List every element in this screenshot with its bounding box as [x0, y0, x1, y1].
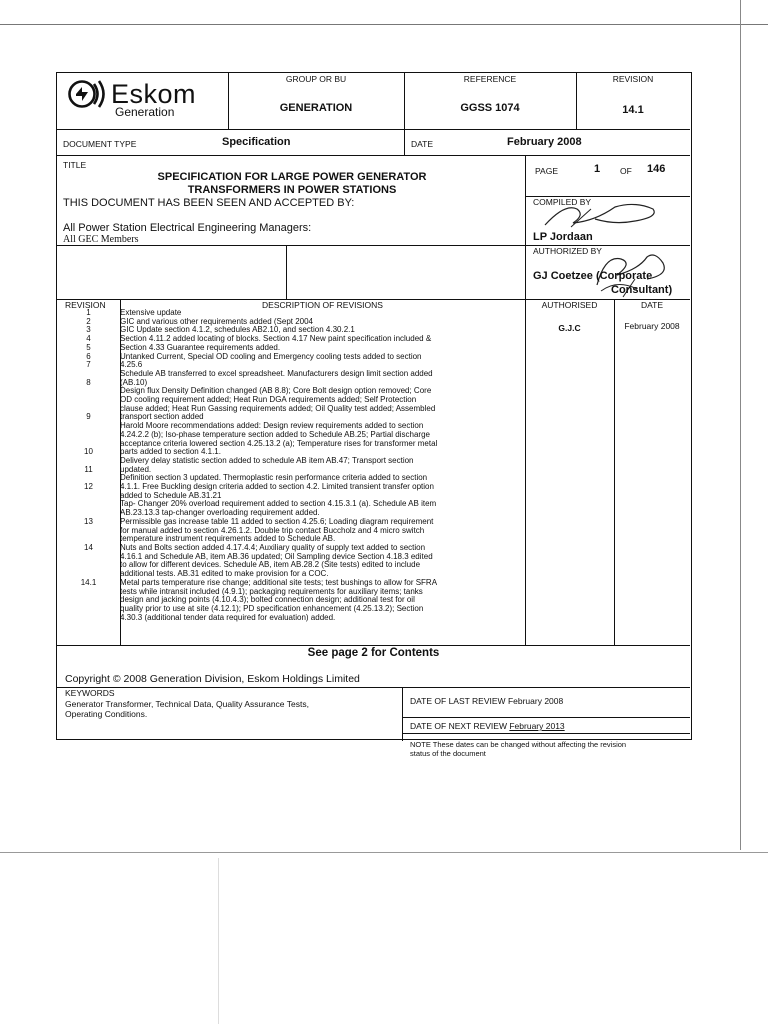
review-note-line-2: status of the document	[410, 749, 486, 758]
revision-number: 11	[84, 464, 93, 474]
revision-number: 1	[86, 308, 91, 317]
revision-number: 6	[86, 351, 91, 361]
scan-edge-right	[740, 0, 741, 850]
revision-number: 4	[86, 334, 91, 344]
page-label: PAGE	[535, 166, 558, 176]
date-label: DATE	[411, 139, 434, 149]
copyright-notice: Copyright © 2008 Generation Division, Eskom Holdings Limited	[65, 673, 360, 685]
revision-description-line: clause added; Heat Run Gassing requirements added; Oil Quality test added; Assembled	[120, 404, 436, 413]
revision-numbers	[57, 309, 120, 622]
compiled-by-label: COMPILED BY	[533, 197, 592, 207]
keywords-label: KEYWORDS	[65, 688, 115, 698]
revision-description-line: 4.24.2.2 (b); Iso-phase temperature section added to Schedule AB.25; Partial discharge	[120, 430, 430, 439]
revision-description-line: design and jacking points (4.10.4.3); bolted connection design; additional test for oil	[120, 596, 415, 605]
acceptance-gec: All GEC Members	[63, 234, 139, 245]
col-revision-header: REVISION	[65, 300, 106, 310]
review-note-line-1: NOTE These dates can be changed without affecting the revision	[410, 740, 627, 749]
revision-description-line: 4.30.3 (additional tender data required for evaluation) added.	[120, 613, 336, 622]
revision-description-line: Schedule AB transferred to excel spreadsheet. Manufacturers design limit section added	[120, 369, 433, 378]
title-line-1: SPECIFICATION FOR LARGE POWER GENERATOR	[157, 171, 427, 183]
review-note	[410, 740, 626, 758]
revision-description-line: Design flux Density Definition changed (AB 8.8); Core Bolt design option removed; Core	[120, 387, 432, 396]
acceptance-managers: All Power Station Electrical Engineering Managers:	[63, 222, 312, 234]
col-description-header: DESCRIPTION OF REVISIONS	[262, 300, 383, 310]
revision-description-line: for manual added to section 4.26.1.2. Double trip contact Buccholz and 4 micro switch	[120, 526, 425, 535]
revision-description-line: AB.23.13.3 tap-changer overloading requirement added.	[120, 509, 320, 518]
revision-description-line: temperature instrument requirements added to Schedule AB.	[120, 535, 336, 544]
revision-description-line: to allow for different devices. Schedule AB, item AB.28.2 (Site tests) edited to include	[120, 561, 421, 570]
keywords-line-2: Operating Conditions.	[65, 709, 148, 719]
revision-description-line: Section 4.11.2 added locating of blocks. Section 4.17 New paint specification included &	[120, 335, 432, 344]
compiled-signature	[535, 199, 685, 231]
revision-description-line: added to Schedule AB.31.21	[120, 491, 222, 500]
authorized-by-label: AUTHORIZED BY	[533, 246, 602, 256]
compiled-by-name: LP Jordaan	[533, 231, 593, 243]
document-title	[97, 171, 487, 197]
revision-number: 10	[84, 447, 93, 457]
revision-description-line: OD cooling requirement added; Heat Run DGA requirements added; Self Protection	[120, 396, 417, 405]
col-date-header: DATE	[640, 300, 664, 310]
revision-description-line: Untanked Current, Special OD cooling and Emergency cooling tests added to section	[120, 352, 422, 361]
revision-value: 14.1	[622, 104, 644, 116]
scan-edge-top	[0, 24, 768, 25]
group-value: GENERATION	[279, 102, 353, 114]
of-value: 146	[647, 163, 666, 175]
next-review-value: February 2013	[509, 721, 565, 731]
last-review-label: DATE OF LAST REVIEW	[410, 696, 506, 706]
reference-value: GGSS 1074	[460, 102, 520, 114]
revision-description-line: Section 4.33 Guarantee requirements added.	[120, 343, 281, 352]
contents-note[interactable]: See page 2 for Contents	[307, 647, 440, 659]
eskom-logo-icon	[67, 79, 111, 109]
next-review-label: DATE OF NEXT REVIEW	[410, 721, 507, 731]
revision-description-line: Delivery delay statistic section added to schedule AB item AB.47; Transport section	[120, 456, 414, 465]
document-cover-sheet	[56, 72, 692, 758]
revision-description-line: GIC and various other requirements added (Sept 2004	[120, 317, 314, 326]
reference-label: REFERENCE	[463, 74, 517, 84]
revision-number: 3	[86, 325, 91, 335]
revision-description-line: 4.16.1 and Schedule AB, item AB.36 updated; Oil Sampling device Section 4.18.3 edited	[120, 552, 433, 561]
doc-type-value: Specification	[222, 136, 291, 148]
revision-description-line: updated.	[120, 465, 152, 474]
revision-description-line: quality prior to use at site (4.12.1); PD specification enhancement (4.25.13.2); Section	[120, 604, 424, 613]
last-review	[410, 696, 563, 706]
acceptance-statement: THIS DOCUMENT HAS BEEN SEEN AND ACCEPTED BY:	[63, 197, 355, 209]
title-line-2: TRANSFORMERS IN POWER STATIONS	[187, 184, 397, 196]
revision-description-line: Nuts and Bolts section added 4.17.4.4; Auxiliary quality of supply text added to section	[120, 543, 426, 552]
revision-number: 12	[84, 482, 93, 492]
authorized-by-name-cont: Consultant)	[611, 284, 673, 296]
scan-artifact	[218, 858, 219, 1024]
authorised-date: February 2008	[624, 321, 680, 331]
revision-number	[57, 614, 120, 623]
revision-number: 13	[84, 516, 93, 526]
authorized-by-name: GJ Coetzee (Corporate	[533, 270, 653, 282]
group-label: GROUP OR BU	[285, 74, 347, 84]
revision-description-line: 4.25.6	[120, 361, 143, 370]
last-review-value: February 2008	[507, 696, 564, 706]
page-value: 1	[594, 163, 601, 175]
revision-number: 5	[86, 342, 91, 352]
revision-description-line: Permissible gas increase table 11 added to section 4.25.6; Loading diagram requirement	[120, 517, 434, 526]
revision-label: REVISION	[612, 74, 654, 84]
revision-description-line: additional tests. AB.31 edited to make provision for a COC.	[120, 570, 329, 579]
revision-number: 7	[86, 360, 91, 370]
revision-description-line: Metal parts temperature rise change; additional site tests; test bushings to allow for SFRA	[120, 578, 438, 587]
next-review	[410, 721, 565, 731]
revision-number: 14.1	[80, 577, 97, 587]
doc-type-label: DOCUMENT TYPE	[63, 139, 137, 149]
revision-description-line: Tap- Changer 20% overload requirement added to section 4.15.3.1 (a). Schedule AB item	[120, 500, 437, 509]
revision-description-line: tests while intransit included (4.9.1); packaging requirements for auxiliary items; tanks	[120, 587, 423, 596]
logo-name: Eskom	[111, 79, 197, 109]
revision-description-line: acceptance criteria lowered section 4.25.13.2 (a); Temperature rises for transformer metal	[120, 439, 438, 448]
revision-description-line: transport section added	[120, 413, 204, 422]
revision-description-line: Harold Moore recommendations added: Design review requirements added to section	[120, 422, 424, 431]
revision-description-line: Definition section 3 updated. Thermoplastic resin performance criteria added to section	[120, 474, 428, 483]
title-label: TITLE	[63, 160, 87, 170]
keywords-line-1: Generator Transformer, Technical Data, Quality Assurance Tests,	[65, 699, 309, 709]
revision-description-line: (AB.10)	[120, 378, 148, 387]
col-authorised-header: AUTHORISED	[541, 300, 598, 310]
date-value: February 2008	[507, 136, 582, 148]
revision-number: 2	[86, 316, 91, 326]
logo-subtitle: Generation	[115, 105, 175, 119]
revision-description-line: Extensive update	[120, 309, 182, 317]
revision-number: 9	[86, 412, 91, 422]
revision-description-line: parts added to section 4.1.1.	[120, 448, 221, 457]
authorised-value: G.J.C	[558, 323, 581, 333]
scan-edge-bottom	[0, 852, 768, 853]
revision-description-line: GIC Update section 4.1.2, schedules AB2.10, and section 4.30.2.1	[120, 326, 355, 335]
revision-number: 14	[84, 542, 93, 552]
of-label: OF	[620, 166, 632, 176]
revision-descriptions	[120, 309, 525, 622]
revision-description-line: 4.1.1. Free Buckling design criteria added to section 4.2. Limited transient transfer option	[120, 483, 434, 492]
revision-number: 8	[86, 377, 91, 387]
